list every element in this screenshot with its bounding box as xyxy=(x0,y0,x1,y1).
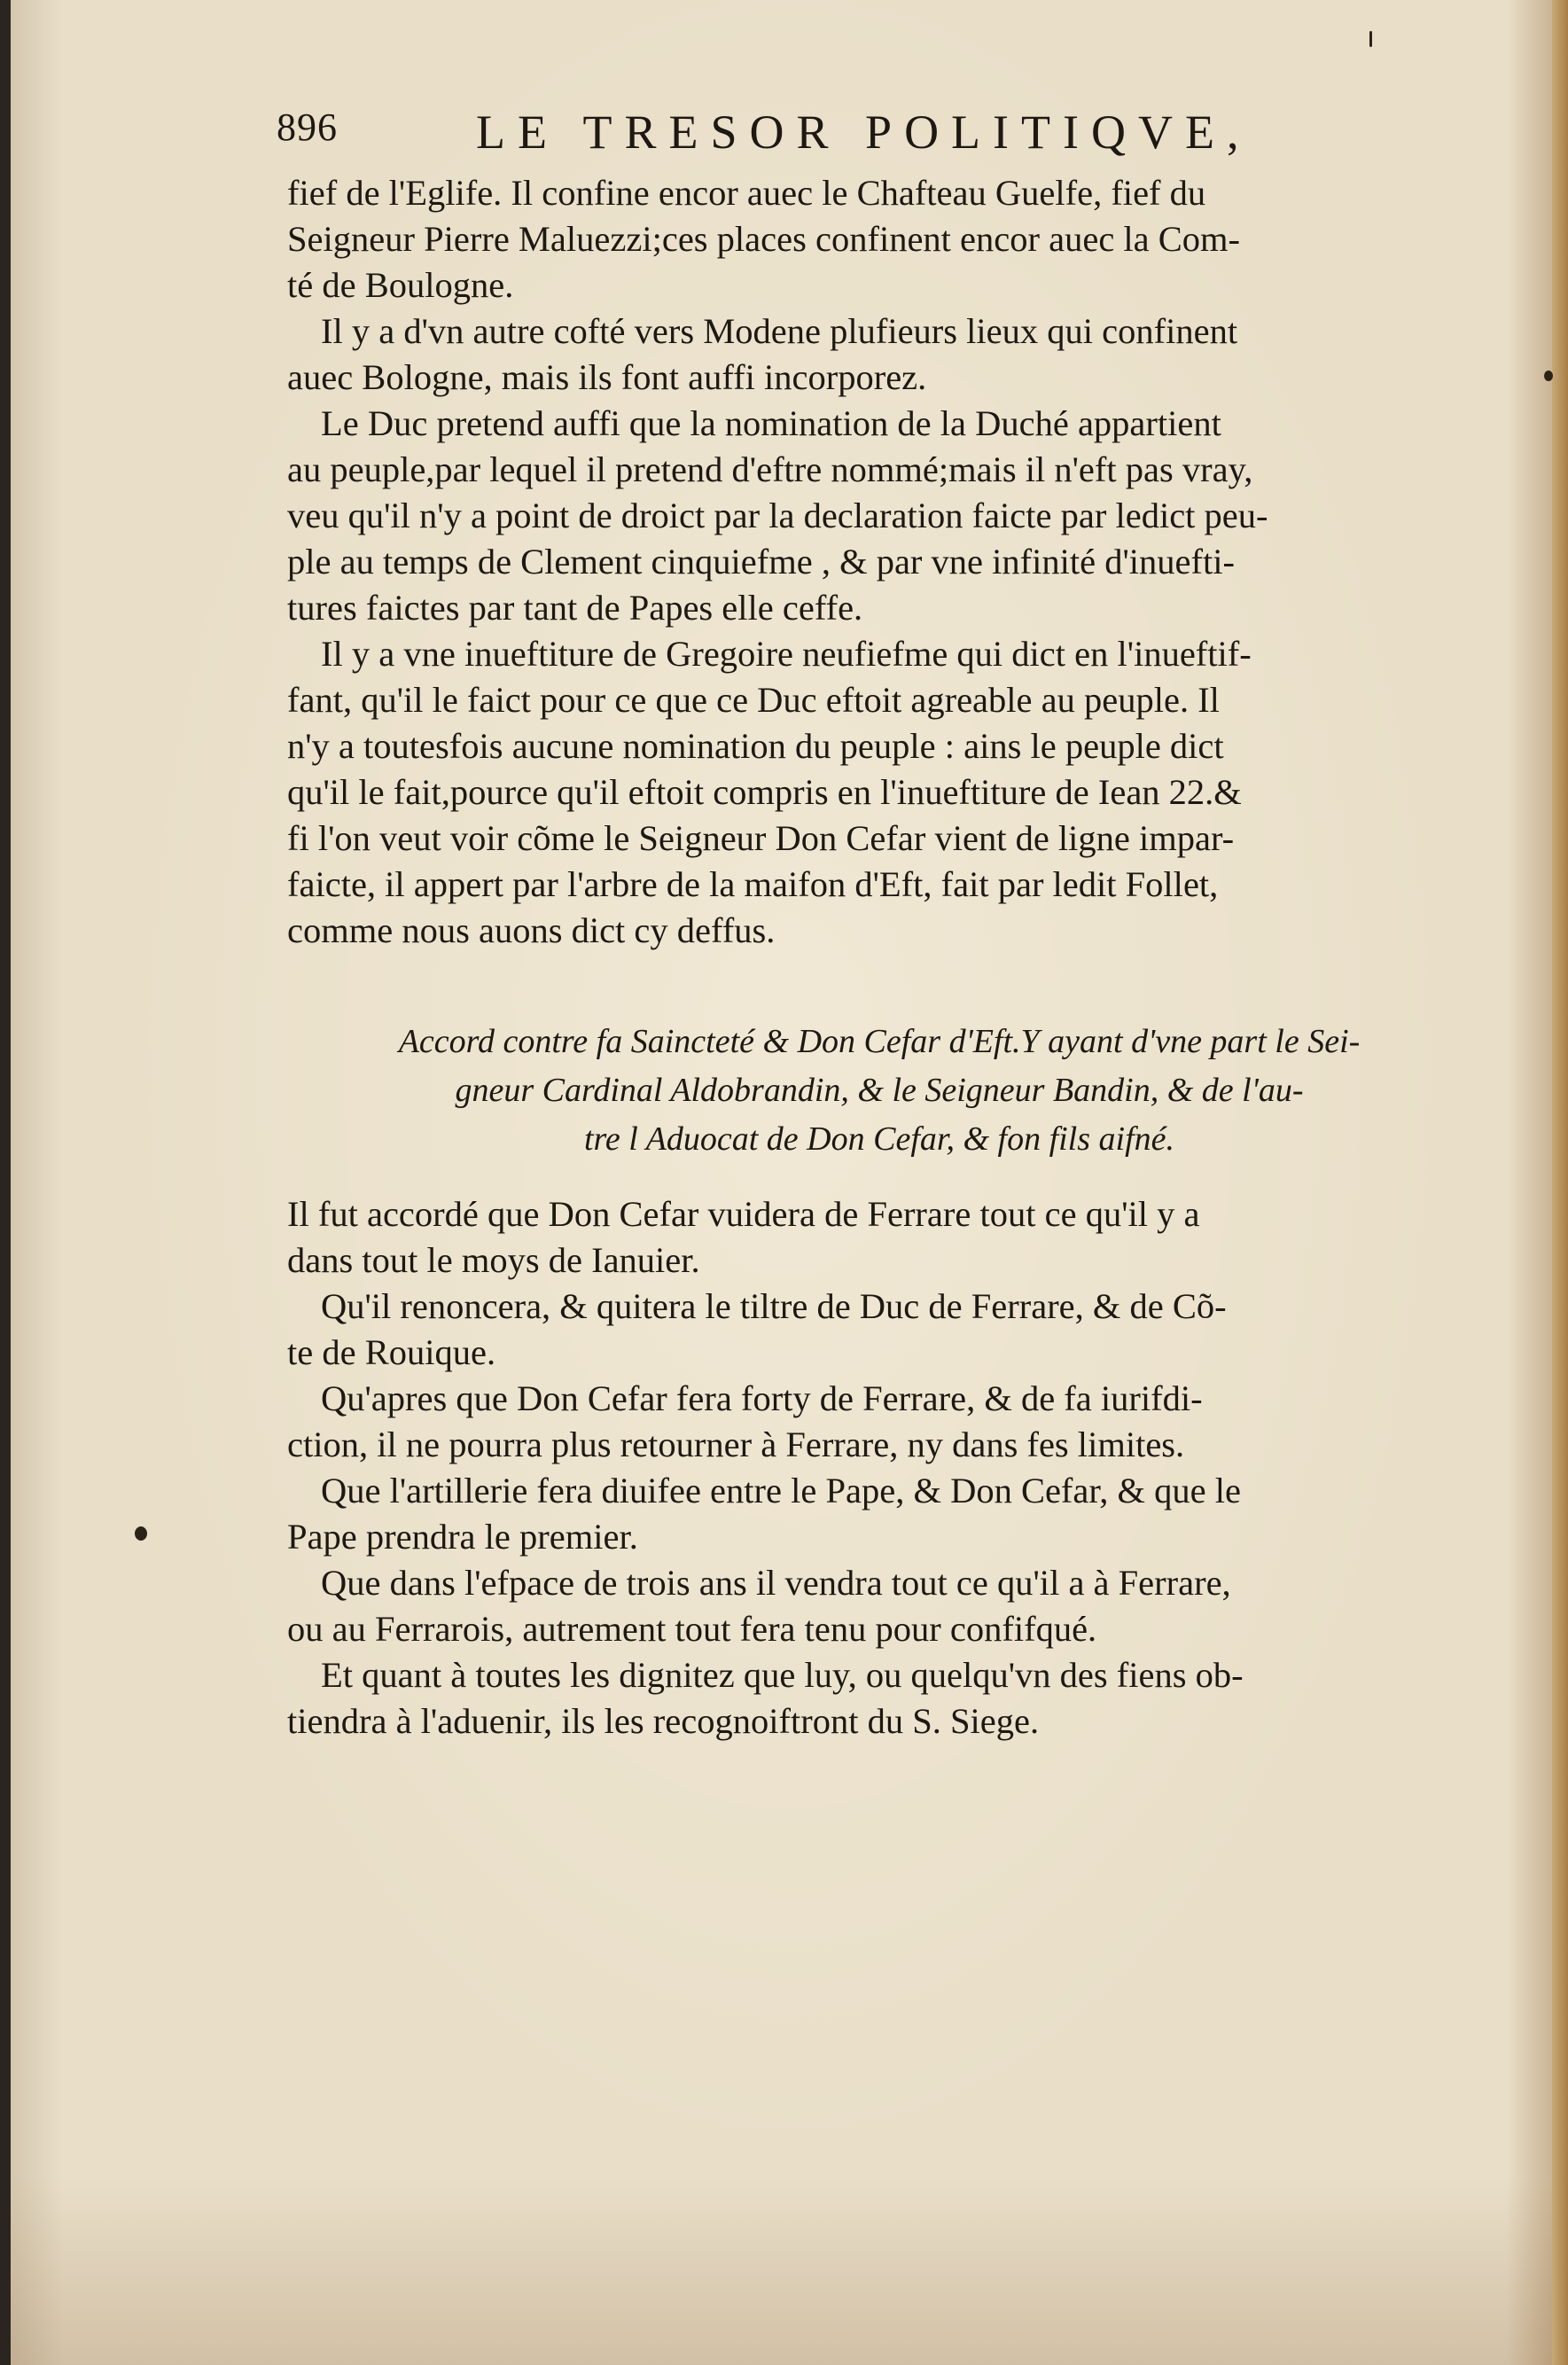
accord-line: Il fut accordé que Don Cefar vuidera de Ferrare tout ce qu'il y a xyxy=(287,1194,1200,1234)
body-line: fant, qu'il le faict pour ce que ce Duc eftoit agreable au peuple. Il xyxy=(287,680,1220,720)
body-line: té de Boulogne. xyxy=(287,265,514,305)
body-paragraph xyxy=(287,401,1457,631)
heading-line: Accord contre fa Saincteté & Don Cefar d'Eft.Y ayant d'vne part le Sei- xyxy=(398,1023,1361,1060)
accord-text xyxy=(287,1191,1457,1744)
body-line: fi l'on veut voir cõme le Seigneur Don Cefar vient de ligne impar- xyxy=(287,818,1235,858)
body-paragraph xyxy=(287,308,1457,401)
accord-paragraph xyxy=(287,1191,1457,1284)
accord-line: Pape prendra le premier. xyxy=(287,1517,638,1557)
ink-speck xyxy=(1369,31,1372,47)
body-text xyxy=(287,170,1457,954)
body-line: faicte, il appert par l'arbre de la maifon d'Eft, fait par ledit Follet, xyxy=(287,864,1219,904)
body-line: Il y a vne inueftiture de Gregoire neufiefme qui dict en l'inueftif- xyxy=(321,634,1252,674)
heading-line: tre l Aduocat de Don Cefar, & fon fils aifné. xyxy=(583,1120,1175,1158)
body-line: ple au temps de Clement cinquiefme , & par vne infinité d'inuefti- xyxy=(287,542,1235,581)
body-line: comme nous auons dict cy deffus. xyxy=(287,910,776,950)
body-line: au peuple,par lequel il pretend d'eftre nommé;mais il n'eft pas vray, xyxy=(287,449,1253,489)
body-line: Le Duc pretend auffi que la nomination de la Duché appartient xyxy=(321,403,1221,443)
accord-line: Que l'artillerie fera diuifee entre le Pape, & Don Cefar, & que le xyxy=(321,1471,1241,1510)
accord-line: Qu'il renoncera, & quitera le tiltre de Duc de Ferrare, & de Cõ- xyxy=(321,1286,1227,1326)
ink-speck xyxy=(135,1526,147,1541)
accord-paragraph xyxy=(287,1652,1457,1744)
accord-paragraph xyxy=(287,1376,1457,1468)
running-title: LE TRESOR POLITIQVE, xyxy=(476,105,1252,159)
body-line: n'y a toutesfois aucune nomination du peuple : ains le peuple dict xyxy=(287,726,1224,766)
accord-line: dans tout le moys de Ianuier. xyxy=(287,1240,700,1280)
body-line: veu qu'il n'y a point de droict par la declaration faicte par ledict peu- xyxy=(287,496,1268,535)
accord-line: te de Rouique. xyxy=(287,1332,496,1372)
page-header xyxy=(277,105,1287,167)
accord-paragraph xyxy=(287,1468,1457,1560)
accord-line: ou au Ferrarois, autrement tout fera tenu pour confifqué. xyxy=(287,1609,1097,1649)
accord-paragraph xyxy=(287,1560,1457,1652)
body-line: tures faictes par tant de Papes elle ceffe. xyxy=(287,588,863,628)
accord-paragraph xyxy=(287,1284,1457,1376)
body-paragraph xyxy=(287,631,1457,954)
accord-line: Que dans l'efpace de trois ans il vendra tout ce qu'il a à Ferrare, xyxy=(321,1563,1231,1603)
body-paragraph xyxy=(287,170,1457,308)
book-page xyxy=(11,0,1568,2365)
page-number: 896 xyxy=(277,105,338,149)
ink-speck xyxy=(1544,371,1553,381)
accord-line: tiendra à l'aduenir, ils les recognoiftront du S. Siege. xyxy=(287,1701,1040,1741)
body-line: Il y a d'vn autre cofté vers Modene plufieurs lieux qui confinent xyxy=(321,311,1238,351)
page-edge xyxy=(1552,0,1568,2365)
heading-line: gneur Cardinal Aldobrandin, & le Seigneur Bandin, & de l'au- xyxy=(455,1072,1304,1109)
body-line: qu'il le fait,pource qu'il eftoit compris en l'inueftiture de Iean 22.& xyxy=(287,772,1242,812)
accord-line: ction, il ne pourra plus retourner à Ferrare, ny dans fes limites. xyxy=(287,1424,1185,1464)
accord-line: Et quant à toutes les dignitez que luy, ou quelqu'vn des fiens ob- xyxy=(321,1655,1244,1695)
accord-line: Qu'apres que Don Cefar fera forty de Ferrare, & de fa iurifdi- xyxy=(321,1378,1203,1418)
section-heading xyxy=(325,1018,1433,1164)
body-line: auec Bologne, mais ils font auffi incorporez. xyxy=(287,357,927,397)
body-line: Seigneur Pierre Maluezzi;ces places confinent encor auec la Com- xyxy=(287,219,1241,259)
body-line: fief de l'Eglife. Il confine encor auec le Chafteau Guelfe, fief du xyxy=(287,173,1206,213)
